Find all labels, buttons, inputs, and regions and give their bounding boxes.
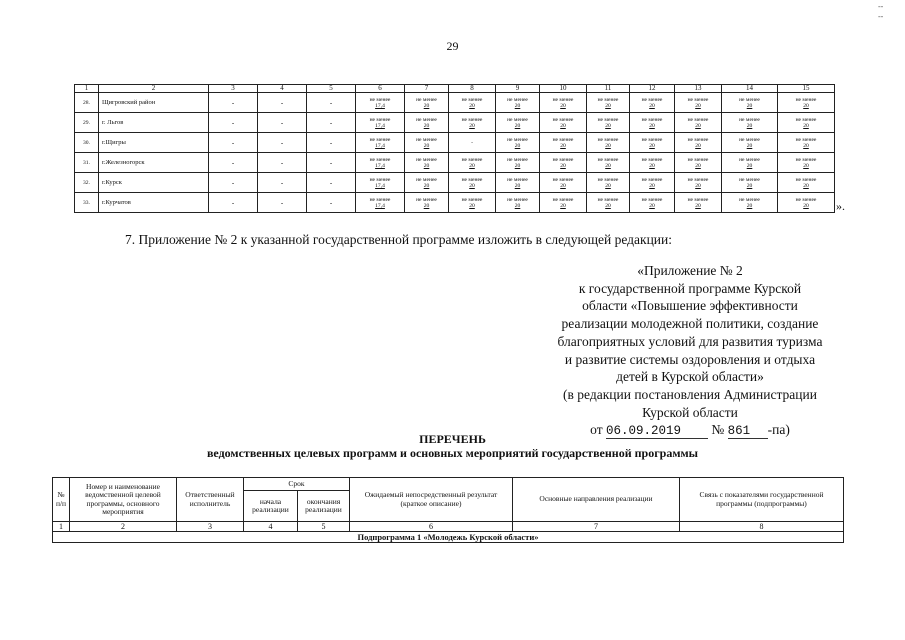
table-row (75, 93, 835, 113)
value-number: 20 (514, 202, 521, 209)
col-header-directions: Основные направления реализации (513, 478, 680, 522)
value-number: 20 (423, 202, 430, 209)
value-label: не менее (795, 136, 817, 143)
value-label: не менее (552, 116, 574, 123)
value-number: 20 (746, 202, 753, 209)
value-number: 20 (514, 122, 521, 129)
appendix-line: Курской области (642, 404, 738, 420)
value-label: не менее (461, 116, 483, 123)
region-name: г.Щигры (99, 133, 209, 153)
value-number: 20 (695, 182, 701, 189)
value-number: 20 (605, 142, 611, 149)
list-title: ПЕРЕЧЕНЬ (419, 432, 486, 446)
value-number: 20 (649, 182, 655, 189)
col-header-end: окончания реализации (298, 491, 350, 522)
value-label: не менее (507, 176, 528, 183)
value-label: не менее (552, 176, 574, 183)
value-label: не менее (641, 136, 663, 143)
subprogram-title: Подпрограмма 1 «Молодежь Курской области» (53, 532, 844, 543)
col-number: 2 (70, 522, 177, 532)
row-number: 29. (75, 113, 99, 133)
value-number: 20 (803, 142, 809, 149)
value-cell (722, 133, 778, 153)
number-prefix: № (711, 422, 725, 438)
value-number: 20 (469, 102, 475, 109)
list-title-block (0, 432, 905, 460)
dash-cell: - (209, 173, 258, 193)
regions-table-body (75, 85, 835, 213)
value-number: 17,4 (375, 162, 385, 169)
value-cell (496, 153, 540, 173)
value-label: не менее (687, 156, 709, 163)
value-label: не менее (795, 196, 817, 203)
value-number: 20 (605, 122, 611, 129)
value-cell (449, 133, 496, 153)
col-header-term: Срок (244, 478, 350, 491)
value-cell (675, 133, 722, 153)
value-cell (356, 133, 405, 153)
value-number: 20 (746, 142, 753, 149)
value-number: 20 (695, 102, 701, 109)
value-label: не менее (641, 116, 663, 123)
value-number: 20 (469, 122, 475, 129)
corner-mark-bottom: -- (878, 12, 884, 21)
value-number: 20 (469, 202, 475, 209)
dash-cell: - (307, 113, 356, 133)
value-cell (675, 173, 722, 193)
value-number: 20 (423, 122, 430, 129)
header-row (53, 478, 844, 491)
value-cell (630, 133, 675, 153)
value-label: не менее (597, 176, 619, 183)
value-label: не менее (597, 136, 619, 143)
value-cell (587, 193, 630, 213)
dash-cell: - (258, 193, 307, 213)
value-cell (675, 113, 722, 133)
value-cell (405, 133, 449, 153)
value-cell (675, 153, 722, 173)
row-number: 30. (75, 133, 99, 153)
value-number: 20 (649, 142, 655, 149)
page-number: 29 (446, 39, 459, 53)
value-cell (405, 93, 449, 113)
resolution-number: 861 (728, 425, 768, 439)
region-name: г.Курчатов (99, 193, 209, 213)
value-number: 20 (560, 202, 566, 209)
dash-cell: - (209, 153, 258, 173)
value-label: не менее (552, 156, 574, 163)
appendix-line: «Приложение № 2 (637, 263, 743, 278)
appendix-heading-block (524, 262, 856, 439)
row-number: 32. (75, 173, 99, 193)
table-row (75, 193, 835, 213)
dash-cell: - (258, 93, 307, 113)
dash-cell: - (307, 133, 356, 153)
value-number: 20 (649, 162, 655, 169)
value-cell (540, 93, 587, 113)
value-number: 20 (560, 102, 566, 109)
value-number: 20 (695, 202, 701, 209)
appendix-line: и развитие системы оздоровления и отдыха (564, 351, 816, 367)
corner-mark-top: -- (878, 2, 884, 11)
value-label: не менее (597, 96, 619, 103)
value-label: не менее (507, 96, 528, 103)
value-cell (356, 193, 405, 213)
col-header-executor: Ответственный исполнитель (177, 478, 244, 522)
column-header: 12 (630, 85, 675, 93)
value-cell (496, 113, 540, 133)
column-header: 1 (75, 85, 99, 93)
value-cell (405, 193, 449, 213)
value-cell (630, 113, 675, 133)
regions-indicator-table (74, 84, 835, 213)
value-number: 20 (649, 122, 655, 129)
value-label: не менее (687, 136, 709, 143)
value-cell (778, 193, 835, 213)
col-number: 6 (350, 522, 513, 532)
table-header-row (75, 85, 835, 93)
value-label: не менее (687, 116, 709, 123)
col-number: 4 (244, 522, 298, 532)
value-label: не менее (552, 136, 574, 143)
dash-cell: - (209, 193, 258, 213)
value-number: 20 (746, 162, 753, 169)
column-header: 3 (209, 85, 258, 93)
value-number: 20 (605, 102, 611, 109)
value-label: не менее (795, 116, 817, 123)
column-header: 8 (449, 85, 496, 93)
value-cell (722, 93, 778, 113)
value-label: не менее (416, 136, 437, 143)
value-number: 20 (423, 142, 430, 149)
value-number: 20 (803, 182, 809, 189)
value-label: не менее (687, 196, 709, 203)
value-number: 20 (469, 162, 475, 169)
value-number: 20 (695, 122, 701, 129)
appendix-line: к государственной программе Курской (578, 280, 802, 296)
dash-cell: - (258, 173, 307, 193)
value-label: не менее (739, 176, 760, 183)
value-label: не менее (641, 176, 663, 183)
value-cell (449, 153, 496, 173)
value-cell (540, 113, 587, 133)
value-label: не менее (795, 176, 817, 183)
column-numbers-row (53, 522, 844, 532)
value-label: не менее (597, 116, 619, 123)
appendix-line: детей в Курской области» (616, 369, 764, 385)
value-cell (449, 193, 496, 213)
value-cell (722, 173, 778, 193)
value-label: не менее (641, 96, 663, 103)
col-number: 7 (513, 522, 680, 532)
column-header: 13 (675, 85, 722, 93)
value-number: 20 (423, 182, 430, 189)
region-name: г. Льгов (99, 113, 209, 133)
col-header-indicators: Связь с показателями государственной программы (подпрограммы) (680, 478, 844, 522)
value-number: 20 (514, 142, 521, 149)
value-cell (540, 193, 587, 213)
col-header-num: № п/п (53, 478, 70, 522)
value-cell (356, 113, 405, 133)
value-number: 20 (695, 162, 701, 169)
value-cell (630, 153, 675, 173)
col-header-result: Ожидаемый непосредственный результат (краткое описание) (350, 478, 513, 522)
column-header: 6 (356, 85, 405, 93)
value-number: 20 (514, 102, 521, 109)
value-label: не менее (416, 176, 437, 183)
value-label: не менее (369, 196, 391, 203)
value-cell (405, 153, 449, 173)
value-cell (675, 93, 722, 113)
value-number: 20 (803, 102, 809, 109)
value-cell (356, 153, 405, 173)
col-header-program: Номер и наименование ведомственной целевой программы, основного мероприятия (70, 478, 177, 522)
dash-cell: - (209, 113, 258, 133)
value-cell (587, 93, 630, 113)
value-cell (722, 113, 778, 133)
column-header: 5 (307, 85, 356, 93)
value-cell (449, 93, 496, 113)
value-label: не менее (552, 96, 574, 103)
value-cell (356, 173, 405, 193)
value-cell (405, 113, 449, 133)
value-label: не менее (416, 116, 437, 123)
dash-cell: - (307, 173, 356, 193)
value-cell (540, 153, 587, 173)
value-cell (356, 93, 405, 113)
value-cell (778, 93, 835, 113)
value-number: 20 (423, 102, 430, 109)
value-number: 20 (469, 182, 475, 189)
region-name: г.Курск (99, 173, 209, 193)
row-number: 33. (75, 193, 99, 213)
value-cell (630, 93, 675, 113)
table-row (75, 113, 835, 133)
value-cell (540, 173, 587, 193)
value-cell (630, 193, 675, 213)
dash-cell: - (307, 193, 356, 213)
value-cell (496, 173, 540, 193)
value-number: 20 (560, 182, 566, 189)
value-number: 20 (803, 202, 809, 209)
table-row (75, 173, 835, 193)
dash-cell: - (258, 153, 307, 173)
table-row (75, 133, 835, 153)
region-name: г.Железногорск (99, 153, 209, 173)
row-number: 28. (75, 93, 99, 113)
value-number: 17,4 (375, 102, 385, 109)
value-number: 20 (514, 162, 521, 169)
value-number: 20 (746, 122, 753, 129)
value-cell (675, 193, 722, 213)
value-label: не менее (461, 156, 483, 163)
value-number: 20 (605, 182, 611, 189)
row-number: 31. (75, 153, 99, 173)
value-label: не менее (369, 96, 391, 103)
region-name: Щигровский район (99, 93, 209, 113)
value-label: не менее (416, 96, 437, 103)
value-label: не менее (507, 156, 528, 163)
value-number: 20 (514, 182, 521, 189)
list-subtitle: ведомственных целевых программ и основных мероприятий государственной программы (206, 446, 699, 460)
value-number: 20 (649, 102, 655, 109)
value-number: 20 (560, 162, 566, 169)
value-number: 17,4 (375, 122, 385, 129)
value-number: 20 (803, 122, 809, 129)
value-number: 20 (695, 142, 701, 149)
dash-cell: - (209, 93, 258, 113)
table-row (75, 153, 835, 173)
value-label: не менее (369, 156, 391, 163)
closing-quote-mark: ». (836, 199, 845, 213)
value-label: не менее (795, 96, 817, 103)
value-label: не менее (597, 156, 619, 163)
value-label: не менее (507, 136, 528, 143)
column-header: 9 (496, 85, 540, 93)
value-label: не менее (641, 156, 663, 163)
programs-table (52, 477, 844, 543)
value-label: не менее (687, 176, 709, 183)
value-cell (778, 113, 835, 133)
appendix-line: области «Повышение эффективности (582, 298, 798, 314)
value-cell (449, 173, 496, 193)
value-cell (449, 113, 496, 133)
value-label: - (471, 139, 473, 146)
dash-cell: - (307, 93, 356, 113)
value-number: 20 (560, 142, 566, 149)
column-header: 15 (778, 85, 835, 93)
dash-cell: - (258, 113, 307, 133)
col-header-start: начала реализации (244, 491, 298, 522)
dash-cell: - (209, 133, 258, 153)
value-label: не менее (739, 116, 760, 123)
value-label: не менее (461, 176, 483, 183)
appendix-line: реализации молодежной политики, создание (561, 316, 819, 332)
value-label: не менее (369, 176, 391, 183)
value-cell (496, 133, 540, 153)
resolution-date: 06.09.2019 (606, 425, 708, 439)
value-label: не менее (416, 156, 437, 163)
col-number: 3 (177, 522, 244, 532)
value-label: не менее (461, 196, 483, 203)
value-label: не менее (461, 96, 483, 103)
value-number: 20 (649, 202, 655, 209)
value-number: 20 (423, 162, 430, 169)
dash-cell: - (307, 153, 356, 173)
column-header: 11 (587, 85, 630, 93)
value-label: не менее (739, 196, 760, 203)
value-cell (587, 113, 630, 133)
value-cell (496, 193, 540, 213)
value-cell (587, 133, 630, 153)
date-prefix: от (590, 422, 603, 438)
column-header: 2 (99, 85, 209, 93)
value-number: 17,4 (375, 202, 385, 209)
value-number: 20 (746, 182, 753, 189)
value-cell (496, 93, 540, 113)
value-number: 17,4 (375, 142, 385, 149)
value-label: не менее (507, 116, 528, 123)
value-cell (630, 173, 675, 193)
number-suffix: -па) (767, 422, 790, 438)
value-cell (722, 193, 778, 213)
value-label: не менее (739, 136, 760, 143)
value-label: не менее (739, 156, 760, 163)
appendix-line: (в редакции постановления Администрации (563, 386, 817, 402)
value-number: 20 (746, 102, 753, 109)
value-number: 20 (605, 202, 611, 209)
value-cell (587, 153, 630, 173)
value-number: 17,4 (375, 182, 385, 189)
value-number: 20 (560, 122, 566, 129)
value-label: не менее (507, 196, 528, 203)
col-number: 8 (680, 522, 844, 532)
value-label: не менее (369, 136, 391, 143)
value-label: не менее (739, 96, 760, 103)
value-label: не менее (687, 96, 709, 103)
appendix-line: благоприятных условий для развития туризма (557, 333, 823, 349)
item-7-text: 7. Приложение № 2 к указанной государственной программе изложить в следующей редакции: (125, 232, 672, 247)
value-cell (540, 133, 587, 153)
value-label: не менее (369, 116, 391, 123)
value-cell (778, 153, 835, 173)
value-number: 20 (605, 162, 611, 169)
value-label: не менее (795, 156, 817, 163)
value-label: не менее (416, 196, 437, 203)
value-cell (722, 153, 778, 173)
value-cell (778, 173, 835, 193)
value-number: 20 (803, 162, 809, 169)
dash-cell: - (258, 133, 307, 153)
column-header: 7 (405, 85, 449, 93)
column-header: 4 (258, 85, 307, 93)
value-cell (587, 173, 630, 193)
value-cell (778, 133, 835, 153)
value-label: не менее (552, 196, 574, 203)
column-header: 14 (722, 85, 778, 93)
col-number: 1 (53, 522, 70, 532)
value-label: не менее (641, 196, 663, 203)
column-header: 10 (540, 85, 587, 93)
subprogram-row (53, 532, 844, 543)
value-label: не менее (597, 196, 619, 203)
col-number: 5 (298, 522, 350, 532)
value-cell (405, 173, 449, 193)
